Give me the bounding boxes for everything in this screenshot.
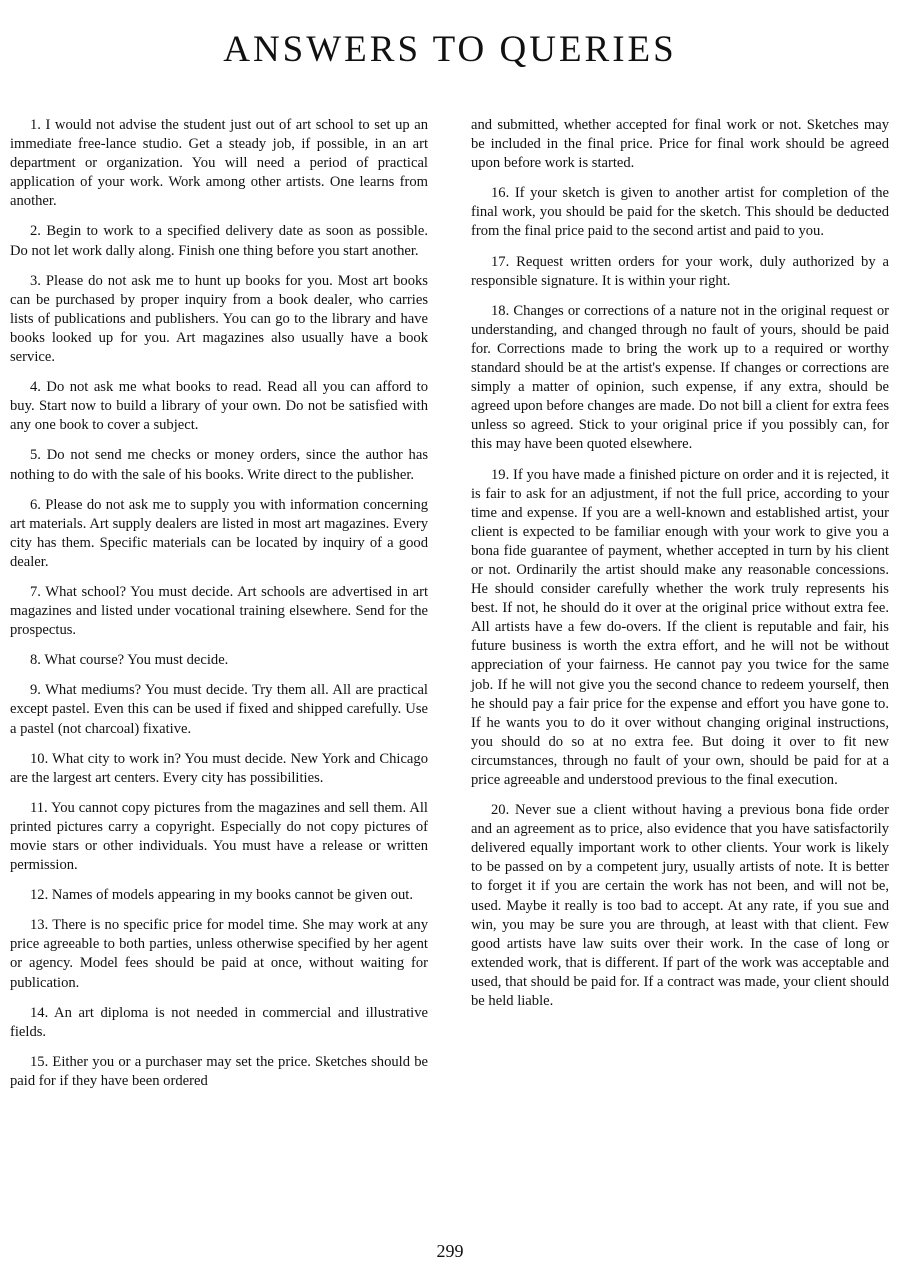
answer-14: 14. An art diploma is not needed in commercial and illustrative fields. — [10, 1004, 428, 1040]
answer-11: 11. You cannot copy pictures from the magazines and sell them. All printed pictures carry a copyright. Especially do not copy pictures of movie stars or other individuals. You must have a release or written permission. — [10, 799, 428, 874]
answer-2: 2. Begin to work to a specified delivery date as soon as possible. Do not let work dally along. Finish one thing before you start another. — [10, 223, 428, 259]
answer-18: 18. Changes or corrections of a nature not in the original request or understanding, and changed through no fault of yours, should be paid for. Corrections made to bring the work up to a required or worthy standard should be at the artist's expense. If changes or corrections are simply a matter of opinion, such expense, if any extra, should be agreed upon before changes are made. Do not bill a client for extra fees unless so agreed. Stick to your original price if you possibly can, for this may have been quoted elsewhere. — [471, 302, 889, 453]
answer-17: 17. Request written orders for your work, duly authorized by a responsible signature. It is within your right. — [471, 253, 889, 289]
answer-20: 20. Never sue a client without having a previous bona fide order and an agreement as to price, also evidence that you have satisfactorily delivered equally important work to other clients. Your work is likely to be passed on by a competent jury, usually artists of note. It is better to forget it if you are certain the work has not been, and will not be, used. Maybe it really is too bad to accept. At any rate, if you sue and win, you may be sure you are through, at least with that client. Few good artists have law suits over their work. In the case of long or extended work, that is different. If part of the work was acceptable and used, that should be paid for. If a contract was made, your client should be held liable. — [471, 802, 889, 1010]
answer-10: 10. What city to work in? You must decide. New York and Chicago are the largest art centers. Every city has possibilities. — [10, 750, 428, 786]
answer-8: 8. What course? You must decide. — [30, 652, 229, 669]
answer-13: 13. There is no specific price for model time. She may work at any price agreeable to both parties, unless otherwise specified by her agent or agency. Model fees should be paid at once, without waiting for publication. — [10, 917, 428, 991]
right-column — [471, 116, 889, 1022]
answer-1: 1. I would not advise the student just out of art school to set up an immediate free-lance studio. Get a steady job, if possible, in an art department or organization. You will need a period of practical application of your work. Work among other artists. One learns from another. — [10, 117, 428, 210]
answer-7: 7. What school? You must decide. Art schools are advertised in art magazines and listed under vocational training elsewhere. Send for the prospectus. — [10, 583, 428, 639]
answer-9: 9. What mediums? You must decide. Try them all. All are practical except pastel. Even this can be used if fixed and shipped carefully. Use a pastel (not charcoal) fixative. — [10, 682, 428, 737]
answer-3: 3. Please do not ask me to hunt up books for you. Most art books can be purchased by proper inquiry from a book dealer, who carries lists of publications and publishers. You can go to the library and have books looked up for you. Art magazines also usually have a book service. — [10, 272, 428, 366]
left-column — [10, 116, 428, 1102]
page-number: 299 — [436, 1241, 464, 1261]
answer-19: 19. If you have made a finished picture on order and it is rejected, it is fair to ask for an adjustment, if not the full price, according to your time and expense. If you are a well-known and established artist, your client is expected to be familiar enough with your work to give you a bona fide guarantee of payment, whether accepted in turn by his client or not. Ordinarily the artist should make any reasonable concessions. He should consider carefully whether the work truly represents his best. If not, he should do it over at the original price without extra fee. All artists have a few do-overs. If the client is reputable and fair, his future business is worth the extra effort, and he will not be without appreciation of your fairness. He cannot pay you twice for the same job. If he will not give you the second chance to redeem yourself, then he should pay a fair price for the expense and effort you have gone to. If he wants you to do it over without changing original instructions, you should do so at no extra fee. But doing it over to fit new circumstances, through no fault of your own, should be paid for at a price agreeable and understood previous to the final execution. — [471, 466, 889, 788]
page-title: ANSWERS TO QUERIES — [223, 29, 677, 70]
answer-12: 12. Names of models appearing in my books cannot be given out. — [30, 887, 414, 904]
answer-6: 6. Please do not ask me to supply you with information concerning art materials. Art supply dealers are listed in most art magazines. Every city has them. Specific materials can be located by inquiry of a good dealer. — [10, 496, 428, 570]
answer-5: 5. Do not send me checks or money orders, since the author has nothing to do with the sale of his books. Write direct to the publisher. — [10, 447, 428, 483]
answer-15-continued: and submitted, whether accepted for final work or not. Sketches may be included in the final price. Price for final work should be agreed upon before work is started. — [471, 117, 889, 172]
answer-15: 15. Either you or a purchaser may set the price. Sketches should be paid for if they have been ordered — [10, 1053, 428, 1089]
answer-16: 16. If your sketch is given to another artist for completion of the final work, you should be paid for the sketch. This should be deducted from the final price paid to the second artist and paid to you. — [471, 185, 889, 240]
answer-4: 4. Do not ask me what books to read. Read all you can afford to buy. Start now to build a library of your own. Do not be satisfied with any one book to cover a subject. — [10, 379, 428, 434]
